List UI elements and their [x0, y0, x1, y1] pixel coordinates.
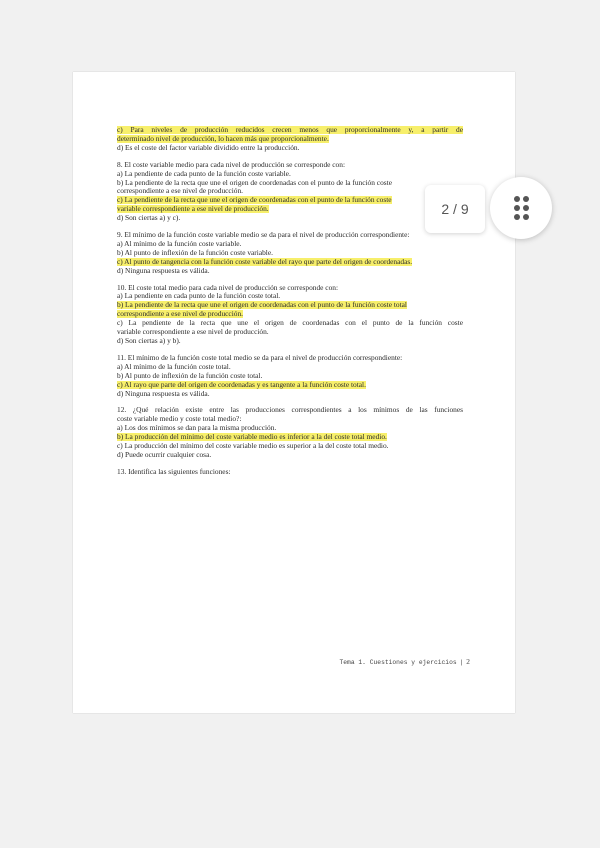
text-line: c) La producción del mínimo del coste variable medio es superior a la del coste total medio.: [117, 442, 389, 451]
text-line: a) Los dos mínimos se dan para la misma producción.: [117, 424, 277, 433]
page-footer: [310, 657, 470, 666]
page-indicator: [425, 185, 485, 233]
paragraph-gap: [117, 276, 463, 284]
paragraph-gap: [117, 153, 463, 161]
highlighted-text-line: b) La producción del mínimo del coste variable medio es inferior a la del coste total medio.: [117, 433, 387, 442]
highlighted-text-line: c) La pendiente de la recta que une el origen de coordenadas con el punto de la función coste: [117, 196, 392, 205]
page-body-text: [117, 126, 463, 477]
paragraph-gap: [117, 346, 463, 354]
highlighted-text-line: variable correspondiente a ese nivel de producción.: [117, 205, 269, 214]
document-page: [73, 72, 515, 713]
paragraph-gap: [117, 223, 463, 231]
text-line: d) Ninguna respuesta es válida.: [117, 389, 210, 398]
paragraph-gap: [117, 460, 463, 468]
text-line: a) Al mínimo de la función coste total.: [117, 362, 231, 371]
footer-chapter: Tema 1. Cuestiones y ejercicios: [339, 659, 457, 666]
text-line: d) Son ciertas a) y c).: [117, 214, 181, 223]
text-line: 8. El coste variable medio para cada nivel de producción se corresponde con:: [117, 160, 345, 169]
page-menu-button[interactable]: [490, 177, 552, 239]
text-line: d) Ninguna respuesta es válida.: [117, 266, 210, 275]
text-line: b) La pendiente de la recta que une el origen de coordenadas con el punto de la función coste: [117, 178, 392, 187]
text-line: 11. El mínimo de la función coste total medio se da para el nivel de producción correspondiente:: [117, 353, 403, 362]
text-line: coste variable medio y coste total medio?:: [117, 415, 242, 424]
text-line: correspondiente a ese nivel de producción.: [117, 187, 244, 196]
text-line: d) Es el coste del factor variable dividido entre la producción.: [117, 143, 300, 152]
highlighted-text-line: determinado nivel de producción, lo hacen más que proporcionalmente.: [117, 134, 329, 143]
text-line: 12. ¿Qué relación existe entre las producciones correspondientes a los mínimos de las funciones: [117, 406, 463, 415]
text-line: b) Al punto de inflexión de la función coste total.: [117, 371, 263, 380]
text-line: 10. El coste total medio para cada nivel de producción se corresponde con:: [117, 283, 339, 292]
text-line: 9. El mínimo de la función coste variable medio se da para el nivel de producción correspondiente:: [117, 231, 410, 240]
highlighted-text-line: c) Al rayo que parte del origen de coordenadas y es tangente a la función coste total.: [117, 380, 366, 389]
text-line: variable correspondiente a ese nivel de producción.: [117, 328, 269, 337]
text-line: c) La pendiente de la recta que une el origen de coordenadas con el punto de la función coste: [117, 319, 463, 328]
paragraph-gap: [117, 398, 463, 406]
text-line: 13. Identifica las siguientes funciones:: [117, 467, 231, 476]
footer-separator: |: [460, 659, 463, 666]
highlighted-text-line: b) La pendiente de la recta que une el origen de coordenadas con el punto de la función coste total: [117, 301, 407, 310]
text-line: d) Puede ocurrir cualquier cosa.: [117, 450, 212, 459]
text-line: a) La pendiente de cada punto de la función coste variable.: [117, 169, 291, 178]
text-line: b) Al punto de inflexión de la función coste variable.: [117, 248, 273, 257]
page-indicator-text: 2 / 9: [441, 201, 469, 217]
text-line: a) La pendiente en cada punto de la función coste total.: [117, 292, 281, 301]
footer-page-number: 2: [466, 657, 470, 666]
highlighted-text-line: c) Al punto de tangencia con la función coste variable del rayo que parte del origen de coordenadas.: [117, 257, 413, 266]
highlighted-text-line: correspondiente a ese nivel de producción.: [117, 310, 244, 319]
text-line: a) Al mínimo de la función coste variable.: [117, 239, 242, 248]
text-line: d) Son ciertas a) y b).: [117, 337, 181, 345]
highlighted-text-line: c) Para niveles de producción reducidos crecen menos que proporcionalmente y, a partir de: [117, 126, 463, 134]
grid-dots-icon: [514, 196, 529, 220]
